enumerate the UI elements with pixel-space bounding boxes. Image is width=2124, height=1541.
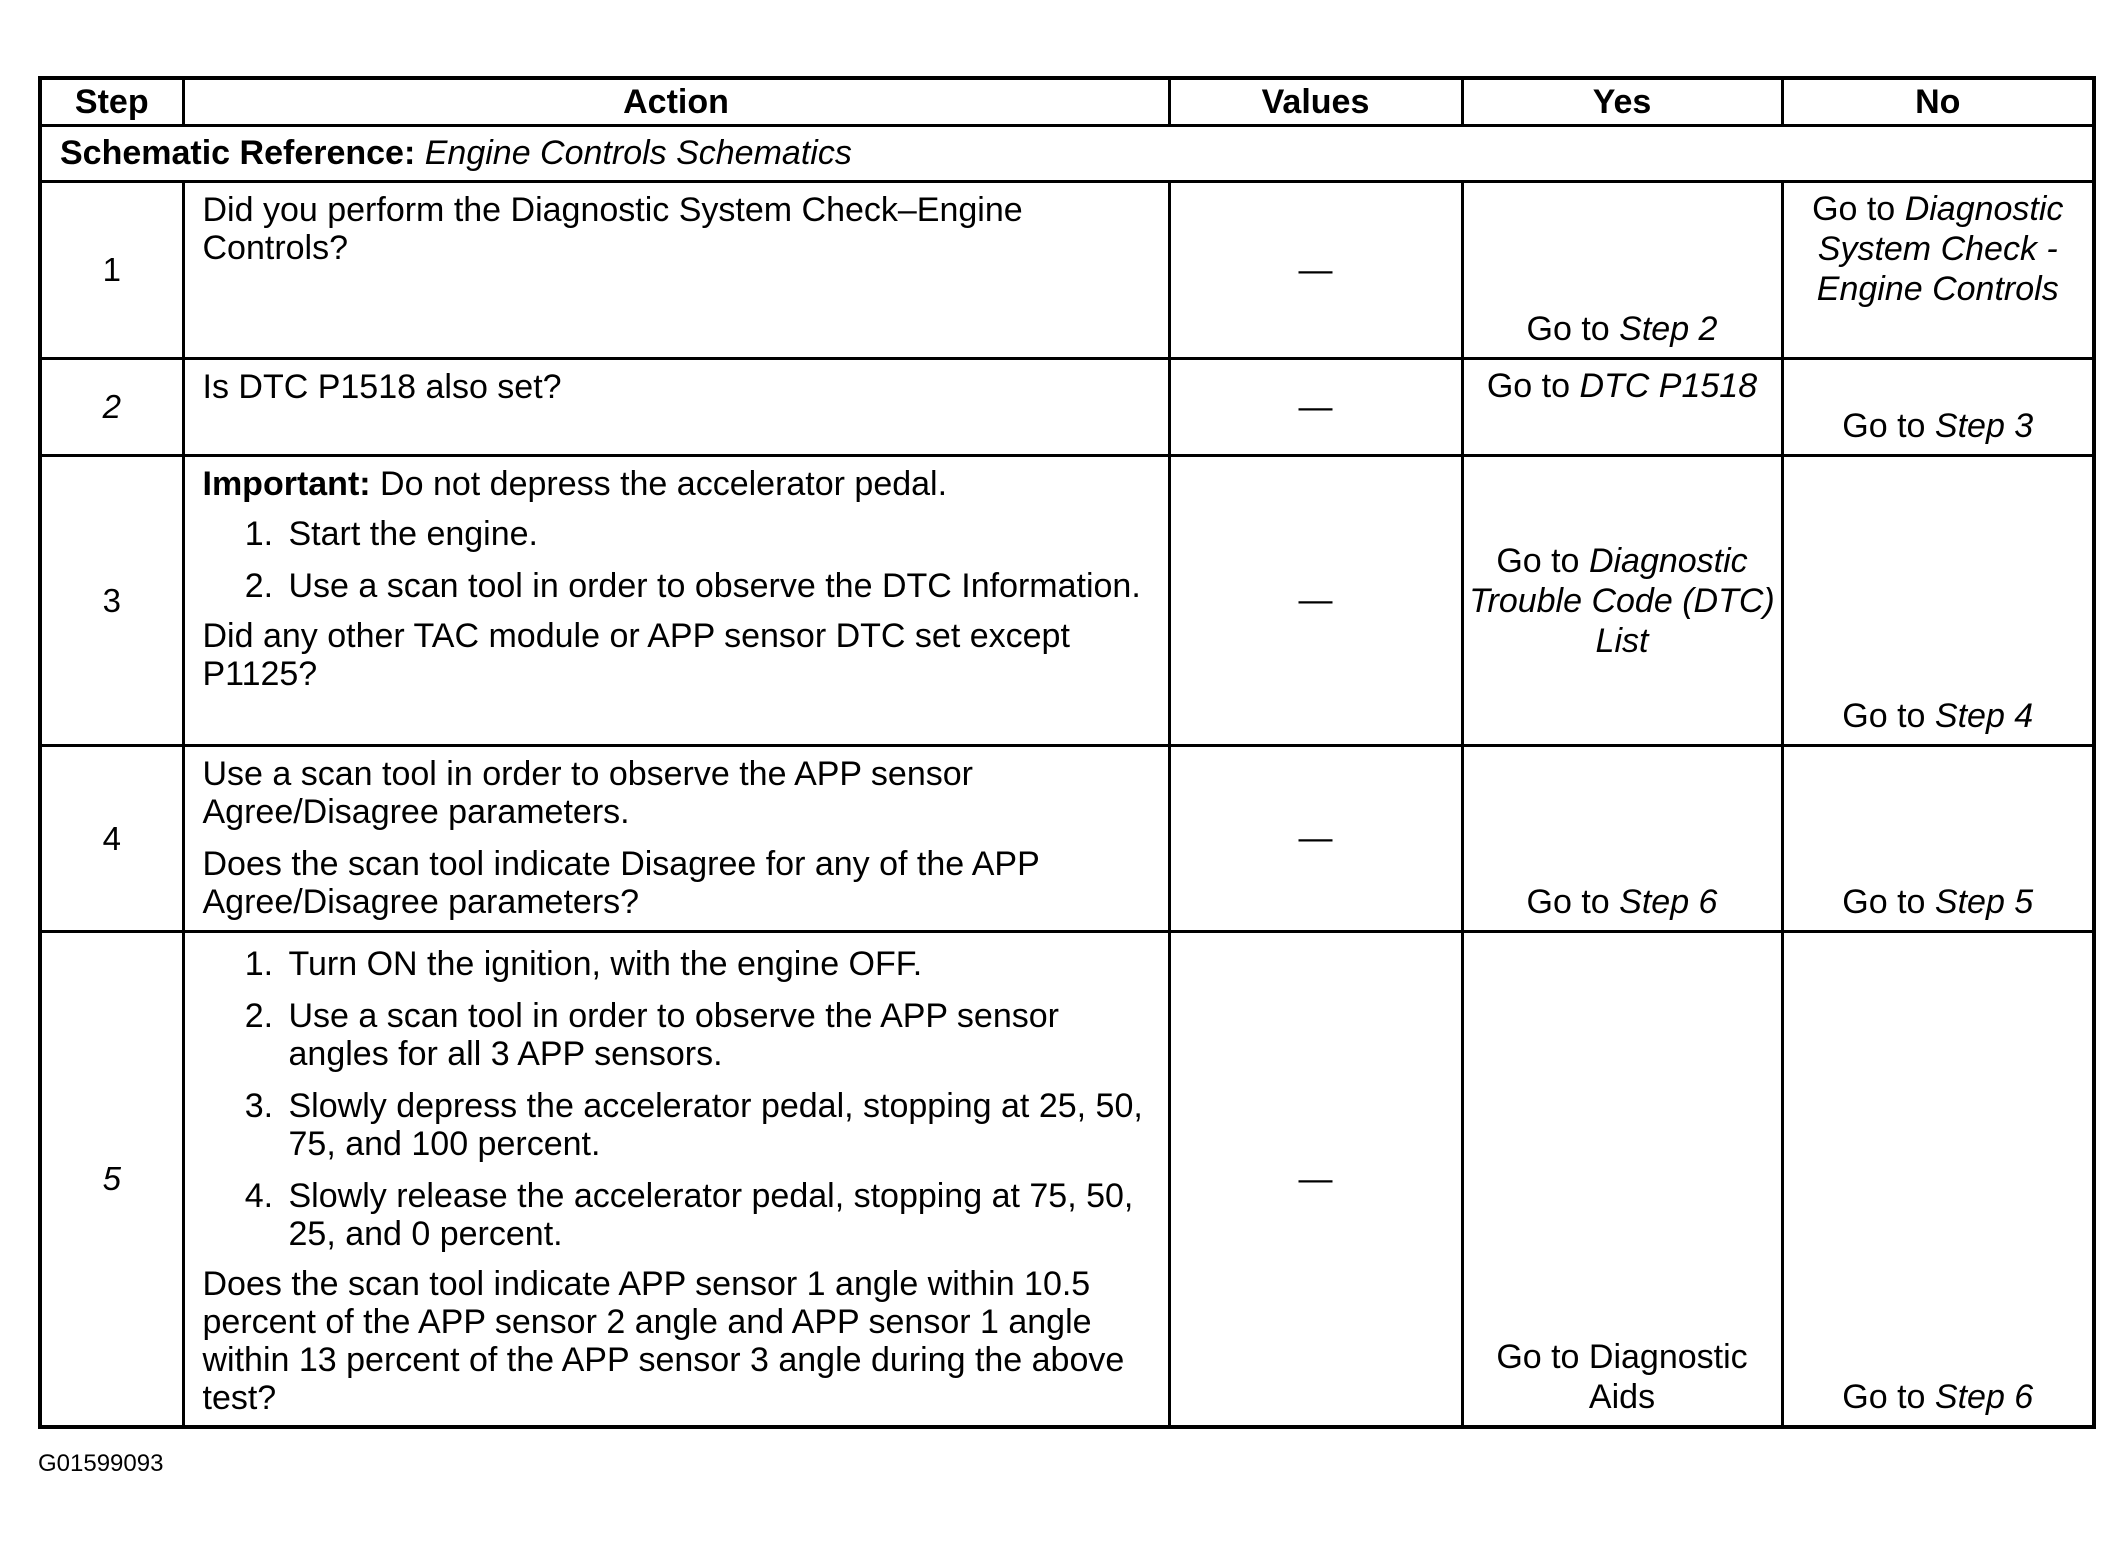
no-prefix: Go to bbox=[1842, 697, 1926, 735]
yes-prefix: Go to bbox=[1496, 541, 1580, 580]
schematic-reference bbox=[40, 126, 2094, 182]
no-cell bbox=[1782, 182, 2094, 359]
no-cell bbox=[1782, 456, 2094, 746]
table-row bbox=[40, 932, 2094, 1428]
yes-prefix: Go to bbox=[1526, 310, 1610, 348]
no-link[interactable]: Step 3 bbox=[1934, 407, 2034, 445]
yes-link[interactable]: Step 6 bbox=[1619, 883, 1718, 921]
important-label: Important: bbox=[202, 465, 371, 503]
list-item: 2. Use a scan tool in order to observe the APP sensor angles for all 3 APP sensors. bbox=[283, 997, 1152, 1073]
no-link[interactable]: Step 6 bbox=[1934, 1378, 2034, 1416]
no-link[interactable]: Diagnostic System Check - Engine Controls bbox=[1816, 190, 2064, 308]
yes-text[interactable]: Go to Diagnostic Aids bbox=[1496, 1338, 1748, 1416]
yes-link[interactable]: Step 2 bbox=[1619, 310, 1718, 348]
action-text: Use a scan tool in order to observe the APP sensor Agree/Disagree parameters. bbox=[202, 755, 973, 831]
schematic-reference-row bbox=[40, 126, 2094, 182]
table-row bbox=[40, 456, 2094, 746]
question-text: Does the scan tool indicate APP sensor 1 angle within 10.5 percent of the APP sensor 2 angle and APP sensor 1 angle within 13 percent of the APP sensor 3 angle during the above test? bbox=[202, 1265, 1125, 1417]
header-step: Step bbox=[40, 78, 183, 126]
header-no: No bbox=[1782, 78, 2094, 126]
yes-cell bbox=[1462, 932, 1782, 1428]
values-cell: — bbox=[1169, 746, 1462, 932]
action-text: Is DTC P1518 also set? bbox=[202, 368, 562, 406]
no-cell bbox=[1782, 359, 2094, 456]
yes-cell bbox=[1462, 359, 1782, 456]
yes-link[interactable]: Diagnostic Trouble Code (DTC) List bbox=[1469, 541, 1775, 660]
action-cell bbox=[183, 182, 1169, 359]
schematic-reference-label: Schematic Reference: bbox=[60, 134, 416, 172]
step-number: 5 bbox=[40, 932, 183, 1428]
header-action: Action bbox=[183, 78, 1169, 126]
table-row bbox=[40, 359, 2094, 456]
procedure-list bbox=[203, 515, 1152, 605]
action-cell bbox=[183, 456, 1169, 746]
schematic-reference-link[interactable]: Engine Controls Schematics bbox=[424, 134, 852, 172]
important-note bbox=[203, 465, 1152, 503]
figure-id: G01599093 bbox=[38, 1450, 164, 1477]
no-prefix: Go to bbox=[1842, 1378, 1926, 1416]
question-text: Does the scan tool indicate Disagree for any of the APP Agree/Disagree parameters? bbox=[202, 845, 1040, 921]
values-cell: — bbox=[1169, 182, 1462, 359]
values-cell: — bbox=[1169, 359, 1462, 456]
diagnostic-table bbox=[38, 76, 2096, 1429]
yes-cell bbox=[1462, 456, 1782, 746]
step-number: 2 bbox=[40, 359, 183, 456]
no-cell bbox=[1782, 932, 2094, 1428]
list-item: 4. Slowly release the accelerator pedal, stopping at 75, 50, 25, and 0 percent. bbox=[283, 1177, 1152, 1253]
header-row bbox=[40, 78, 2094, 126]
yes-prefix: Go to bbox=[1526, 883, 1610, 921]
list-item: 2. Use a scan tool in order to observe the DTC Information. bbox=[283, 567, 1152, 605]
table-row bbox=[40, 182, 2094, 359]
no-cell bbox=[1782, 746, 2094, 932]
procedure-list bbox=[203, 945, 1152, 1253]
list-item: 1. Start the engine. bbox=[283, 515, 1152, 553]
values-cell: — bbox=[1169, 932, 1462, 1428]
yes-cell bbox=[1462, 182, 1782, 359]
values-cell: — bbox=[1169, 456, 1462, 746]
no-prefix: Go to bbox=[1812, 190, 1896, 228]
header-yes: Yes bbox=[1462, 78, 1782, 126]
important-text: Do not depress the accelerator pedal. bbox=[380, 465, 948, 503]
action-cell bbox=[183, 932, 1169, 1428]
step-number: 1 bbox=[40, 182, 183, 359]
list-item: 3. Slowly depress the accelerator pedal, stopping at 25, 50, 75, and 100 percent. bbox=[283, 1087, 1152, 1163]
step-number: 4 bbox=[40, 746, 183, 932]
list-item: 1. Turn ON the ignition, with the engine OFF. bbox=[283, 945, 1152, 983]
no-link[interactable]: Step 4 bbox=[1934, 697, 2034, 735]
yes-prefix: Go to bbox=[1486, 367, 1571, 405]
no-prefix: Go to bbox=[1842, 407, 1926, 445]
header-values: Values bbox=[1169, 78, 1462, 126]
step-number: 3 bbox=[40, 456, 183, 746]
no-prefix: Go to bbox=[1842, 883, 1926, 921]
table-row bbox=[40, 746, 2094, 932]
no-link[interactable]: Step 5 bbox=[1934, 883, 2034, 921]
question-text: Did any other TAC module or APP sensor DTC set except P1125? bbox=[202, 617, 1070, 693]
action-cell bbox=[183, 359, 1169, 456]
action-text: Did you perform the Diagnostic System Check–Engine Controls? bbox=[202, 191, 1023, 267]
yes-link[interactable]: DTC P1518 bbox=[1579, 367, 1758, 405]
action-cell bbox=[183, 746, 1169, 932]
yes-cell bbox=[1462, 746, 1782, 932]
